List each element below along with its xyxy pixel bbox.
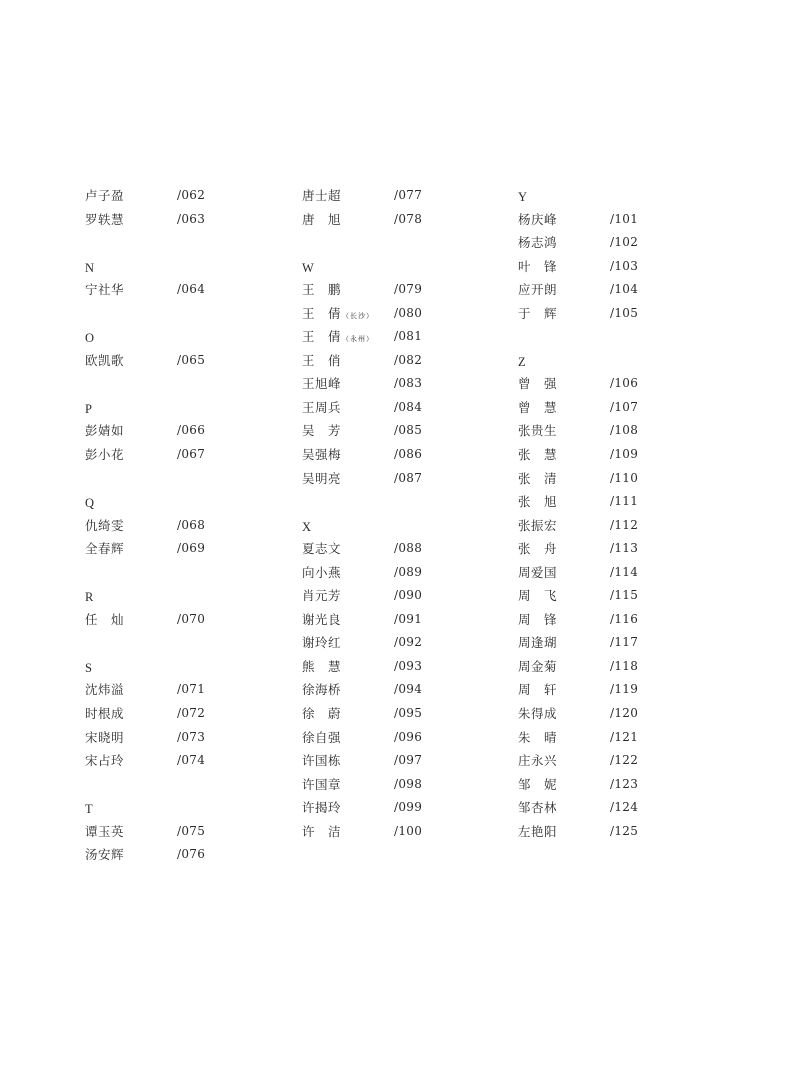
entry-page-number: /088: [394, 541, 423, 556]
index-entry: [518, 396, 718, 420]
entry-name-text: 王周兵: [302, 399, 342, 415]
entry-name-text: 许国栋: [302, 753, 342, 769]
entry-name-text: 庄永兴: [518, 753, 558, 769]
entry-page-number: /125: [610, 823, 639, 838]
index-entry: [85, 608, 285, 632]
entry-page-number: /067: [177, 447, 206, 462]
index-entry: [302, 443, 502, 467]
entry-page-number: /102: [610, 235, 639, 250]
index-column-2: [302, 184, 502, 843]
entry-name-text: 朱得成: [518, 706, 558, 722]
entry-name-text: 许 洁: [302, 823, 342, 839]
entry-name: [518, 443, 557, 467]
entry-name-text: 谢光良: [302, 611, 342, 627]
index-entry: [518, 678, 718, 702]
entry-name-text: 肖元芳: [302, 588, 342, 604]
entry-name: [302, 561, 341, 585]
index-entry: [302, 302, 502, 326]
entry-page-number: /064: [177, 282, 206, 297]
entry-name: [302, 349, 341, 373]
index-letter-heading: [302, 514, 502, 538]
entry-page-number: /097: [394, 753, 423, 768]
index-entry: [302, 208, 502, 232]
entry-name-text: 王 俏: [302, 352, 342, 368]
index-spacer: [518, 325, 718, 349]
entry-page-number: /112: [610, 517, 639, 532]
entry-name-text: 朱 晴: [518, 729, 558, 745]
index-entry: [518, 820, 718, 844]
entry-name-text: 王 鹏: [302, 282, 342, 298]
index-entry: [85, 184, 285, 208]
index-entry: [518, 561, 718, 585]
entry-name-text: 谭玉英: [85, 823, 125, 839]
entry-page-number: /075: [177, 823, 206, 838]
entry-name: [518, 537, 557, 561]
entry-name: [302, 773, 341, 797]
entry-name: [85, 820, 124, 844]
entry-name-text: 徐自强: [302, 729, 342, 745]
letter-heading: W: [302, 260, 314, 275]
entry-name: [302, 655, 341, 679]
entry-page-number: /076: [177, 847, 206, 862]
entry-page-number: /089: [394, 564, 423, 579]
entry-name-text: 张 慧: [518, 447, 558, 463]
index-entry: [85, 278, 285, 302]
entry-name: [518, 561, 557, 585]
entry-page-number: /063: [177, 211, 206, 226]
entry-page-number: /074: [177, 753, 206, 768]
index-entry: [85, 820, 285, 844]
entry-name-text: 周金菊: [518, 658, 558, 674]
entry-page-number: /120: [610, 706, 639, 721]
entry-name: [302, 419, 341, 443]
entry-name-text: 曾 强: [518, 376, 558, 392]
index-column-3: [518, 184, 718, 843]
entry-name-text: 周 锋: [518, 611, 558, 627]
entry-name-text: 向小燕: [302, 564, 342, 580]
index-entry: [302, 678, 502, 702]
entry-name: [518, 702, 557, 726]
entry-name: [85, 514, 124, 538]
entry-name-text: 吴 芳: [302, 423, 342, 439]
entry-page-number: /062: [177, 188, 206, 202]
entry-name: [518, 255, 557, 279]
letter-heading: N: [85, 260, 95, 275]
entry-name-text: 任 灿: [85, 611, 125, 627]
index-spacer: [85, 467, 285, 491]
entry-name-text: 周逢瑚: [518, 635, 558, 651]
entry-name: [302, 678, 341, 702]
entry-page-number: /114: [610, 564, 639, 579]
entry-page-number: /096: [394, 729, 423, 744]
index-spacer: [85, 631, 285, 655]
entry-page-number: /079: [394, 282, 423, 297]
entry-name: [518, 231, 557, 255]
index-letter-heading: [85, 655, 285, 679]
entry-name-text: 欧凯歌: [85, 352, 125, 368]
index-entry: [85, 443, 285, 467]
entry-name-text: 沈炜溢: [85, 682, 125, 698]
entry-page-number: /101: [610, 211, 639, 226]
index-entry: [302, 796, 502, 820]
letter-heading: O: [85, 331, 95, 346]
index-entry: [85, 726, 285, 750]
entry-page-number: /091: [394, 611, 423, 626]
entry-page-number: /085: [394, 423, 423, 438]
index-entry: [518, 726, 718, 750]
entry-page-number: /103: [610, 258, 639, 273]
entry-page-number: /086: [394, 447, 423, 462]
index-entry: [302, 655, 502, 679]
entry-page-number: /107: [610, 399, 639, 414]
index-entry: [85, 537, 285, 561]
entry-name-text: 张贵生: [518, 423, 558, 439]
entry-page-number: /093: [394, 658, 423, 673]
index-entry: [518, 372, 718, 396]
entry-name-text: 王 倩: [302, 305, 342, 321]
entry-name-text: 彭婧如: [85, 423, 125, 439]
entry-name: [518, 631, 557, 655]
entry-name: [518, 726, 557, 750]
index-entry: [302, 773, 502, 797]
entry-name-text: 应开朗: [518, 282, 558, 298]
index-entry: [518, 631, 718, 655]
entry-name: [302, 537, 341, 561]
entry-name: [302, 702, 341, 726]
entry-name-text: 叶 锋: [518, 258, 558, 274]
entry-name-text: 周 轩: [518, 682, 558, 698]
index-entry: [85, 208, 285, 232]
entry-page-number: /081: [394, 329, 423, 344]
index-entry: [518, 749, 718, 773]
index-entry: [302, 584, 502, 608]
entry-page-number: /119: [610, 682, 639, 697]
index-entry: [302, 749, 502, 773]
entry-name-text: 唐 旭: [302, 211, 342, 227]
entry-page-number: /084: [394, 399, 423, 414]
index-entry: [518, 419, 718, 443]
index-spacer: [85, 231, 285, 255]
entry-name: [302, 631, 341, 655]
entry-name-text: 谢玲红: [302, 635, 342, 651]
entry-page-number: /090: [394, 588, 423, 603]
index-entry: [518, 278, 718, 302]
index-entry: [302, 702, 502, 726]
entry-page-number: /066: [177, 423, 206, 438]
index-letter-heading: [518, 349, 718, 373]
entry-name-text: 曾 慧: [518, 399, 558, 415]
entry-name-text: 彭小花: [85, 447, 125, 463]
entry-page-number: /100: [394, 823, 423, 838]
entry-name-text: 宋晓明: [85, 729, 125, 745]
entry-name: [518, 584, 557, 608]
entry-name: [518, 490, 557, 514]
entry-page-number: /117: [610, 635, 639, 650]
entry-name: [302, 820, 341, 844]
index-entry: [518, 537, 718, 561]
index-letter-heading: [85, 490, 285, 514]
entry-name-text: 王旭峰: [302, 376, 342, 392]
index-entry: [518, 443, 718, 467]
entry-name: [85, 443, 124, 467]
entry-page-number: /080: [394, 305, 423, 320]
entry-name: [302, 184, 341, 208]
index-entry: [302, 537, 502, 561]
entry-page-number: /111: [610, 494, 639, 509]
index-spacer: [85, 773, 285, 797]
entry-name: [302, 749, 341, 773]
index-spacer: [302, 490, 502, 514]
entry-name-text: 张振宏: [518, 517, 558, 533]
entry-page-number: /121: [610, 729, 639, 744]
index-spacer: [85, 302, 285, 326]
index-entry: [302, 561, 502, 585]
entry-name: [518, 419, 557, 443]
entry-name-text: 张 清: [518, 470, 558, 486]
index-entry: [518, 467, 718, 491]
entry-name-text: 邹 妮: [518, 776, 558, 792]
entry-name: [85, 749, 124, 773]
entry-page-number: /124: [610, 800, 639, 815]
entry-name: [518, 796, 557, 820]
index-entry: [518, 514, 718, 538]
index-entry: [302, 419, 502, 443]
entry-page-number: /072: [177, 706, 206, 721]
entry-name-text: 夏志文: [302, 541, 342, 557]
entry-name: [518, 467, 557, 491]
entry-name-text: 全春辉: [85, 541, 125, 557]
index-entry: [85, 678, 285, 702]
entry-page-number: /094: [394, 682, 423, 697]
entry-page-number: /092: [394, 635, 423, 650]
entry-page-number: /108: [610, 423, 639, 438]
entry-name-note: （长沙）: [342, 311, 375, 320]
entry-page-number: /082: [394, 352, 423, 367]
index-entry: [302, 184, 502, 208]
index-entry: [518, 208, 718, 232]
entry-name-text: 王 倩: [302, 329, 342, 345]
index-spacer: [85, 372, 285, 396]
entry-name-text: 张 旭: [518, 494, 558, 510]
entry-name: [85, 678, 124, 702]
entry-name: [85, 349, 124, 373]
entry-name-text: 时根成: [85, 706, 125, 722]
entry-name: [518, 396, 557, 420]
index-entry: [302, 631, 502, 655]
entry-name-text: 唐士超: [302, 188, 342, 203]
entry-page-number: /123: [610, 776, 639, 791]
index-entry: [518, 773, 718, 797]
index-entry: [302, 325, 502, 349]
entry-name-text: 宋占玲: [85, 753, 125, 769]
entry-name: [518, 608, 557, 632]
entry-page-number: /122: [610, 753, 639, 768]
entry-name: [518, 678, 557, 702]
letter-heading: T: [85, 802, 93, 817]
entry-name: [302, 443, 341, 467]
entry-page-number: /113: [610, 541, 639, 556]
letter-heading: S: [85, 660, 92, 675]
entry-name-text: 汤安辉: [85, 847, 125, 863]
entry-name: [518, 302, 557, 326]
entry-name: [85, 419, 124, 443]
entry-name: [518, 655, 557, 679]
index-letter-heading: [518, 184, 718, 208]
entry-name: [518, 820, 557, 844]
letter-heading: X: [302, 519, 312, 534]
entry-page-number: /073: [177, 729, 206, 744]
entry-name: [302, 278, 341, 302]
index-letter-heading: [302, 255, 502, 279]
entry-name-text: 徐海桥: [302, 682, 342, 698]
index-entry: [518, 796, 718, 820]
entry-page-number: /118: [610, 658, 639, 673]
index-spacer: [85, 561, 285, 585]
entry-name: [85, 537, 124, 561]
entry-page-number: /071: [177, 682, 206, 697]
entry-name-text: 宁社华: [85, 282, 125, 298]
entry-name: [518, 749, 557, 773]
entry-page-number: /109: [610, 447, 639, 462]
entry-name-text: 张 舟: [518, 541, 558, 557]
entry-page-number: /116: [610, 611, 639, 626]
index-letter-heading: [85, 255, 285, 279]
entry-name-text: 罗轶慧: [85, 211, 125, 227]
entry-name-text: 邹杏林: [518, 800, 558, 816]
entry-name-text: 仇绮雯: [85, 517, 125, 533]
entry-page-number: /098: [394, 776, 423, 791]
entry-name: [302, 208, 341, 232]
index-letter-heading: [85, 396, 285, 420]
entry-name: [518, 514, 557, 538]
entry-name-text: 吴强梅: [302, 447, 342, 463]
index-entry: [518, 302, 718, 326]
index-entry: [85, 702, 285, 726]
index-letter-heading: [85, 325, 285, 349]
entry-page-number: /106: [610, 376, 639, 391]
index-entry: [518, 255, 718, 279]
index-entry: [302, 608, 502, 632]
entry-page-number: /069: [177, 541, 206, 556]
entry-name: [85, 702, 124, 726]
index-letter-heading: [85, 796, 285, 820]
entry-page-number: /077: [394, 188, 423, 202]
entry-page-number: /115: [610, 588, 639, 603]
entry-name: [302, 396, 341, 420]
letter-heading: P: [85, 401, 92, 416]
entry-name-text: 于 辉: [518, 305, 558, 321]
entry-name: [85, 608, 124, 632]
entry-page-number: /110: [610, 470, 639, 485]
entry-page-number: /068: [177, 517, 206, 532]
index-entry: [302, 349, 502, 373]
entry-name: [85, 184, 124, 208]
index-entry: [302, 396, 502, 420]
entry-name: [302, 796, 341, 820]
entry-page-number: /083: [394, 376, 423, 391]
entry-name-text: 周 飞: [518, 588, 558, 604]
index-entry: [518, 490, 718, 514]
index-entry: [85, 749, 285, 773]
index-entry: [518, 702, 718, 726]
entry-name-text: 熊 慧: [302, 658, 342, 674]
entry-name: [85, 208, 124, 232]
entry-name: [518, 208, 557, 232]
letter-heading: Z: [518, 354, 526, 369]
entry-page-number: /095: [394, 706, 423, 721]
entry-name-note: （永州）: [342, 335, 375, 344]
index-entry: [302, 467, 502, 491]
entry-name-text: 卢子盈: [85, 188, 125, 203]
index-entry: [302, 278, 502, 302]
entry-page-number: /070: [177, 611, 206, 626]
entry-name-text: 吴明亮: [302, 470, 342, 486]
entry-name: [518, 278, 557, 302]
index-entry: [302, 726, 502, 750]
letter-heading: Q: [85, 496, 95, 511]
entry-name: [302, 372, 341, 396]
entry-name: [85, 843, 124, 867]
entry-name-text: 左艳阳: [518, 823, 558, 839]
entry-name: [302, 608, 341, 632]
entry-name: [518, 773, 557, 797]
entry-name-text: 许国章: [302, 776, 342, 792]
index-entry: [85, 419, 285, 443]
index-entry: [85, 843, 285, 867]
entry-page-number: /099: [394, 800, 423, 815]
entry-name: [302, 467, 341, 491]
index-spacer: [302, 231, 502, 255]
index-entry: [85, 349, 285, 373]
entry-name: [85, 278, 124, 302]
entry-name-text: 许揭玲: [302, 800, 342, 816]
letter-heading: R: [85, 590, 94, 605]
entry-name: [302, 726, 341, 750]
entry-page-number: /087: [394, 470, 423, 485]
index-entry: [302, 820, 502, 844]
index-letter-heading: [85, 584, 285, 608]
entry-name: [518, 372, 557, 396]
entry-page-number: /105: [610, 305, 639, 320]
entry-page-number: /078: [394, 211, 423, 226]
index-entry: [518, 655, 718, 679]
entry-page-number: /104: [610, 282, 639, 297]
index-entry: [518, 231, 718, 255]
entry-page-number: /065: [177, 352, 206, 367]
entry-name-text: 徐 蔚: [302, 706, 342, 722]
index-entry: [518, 584, 718, 608]
entry-name: [302, 584, 341, 608]
index-entry: [85, 514, 285, 538]
index-entry: [302, 372, 502, 396]
entry-name-text: 杨志鸿: [518, 235, 558, 251]
entry-name: [85, 726, 124, 750]
index-column-1: [85, 184, 285, 867]
index-entry: [518, 608, 718, 632]
letter-heading: Y: [518, 190, 528, 204]
entry-name-text: 周爱国: [518, 564, 558, 580]
entry-name-text: 杨庆峰: [518, 211, 558, 227]
